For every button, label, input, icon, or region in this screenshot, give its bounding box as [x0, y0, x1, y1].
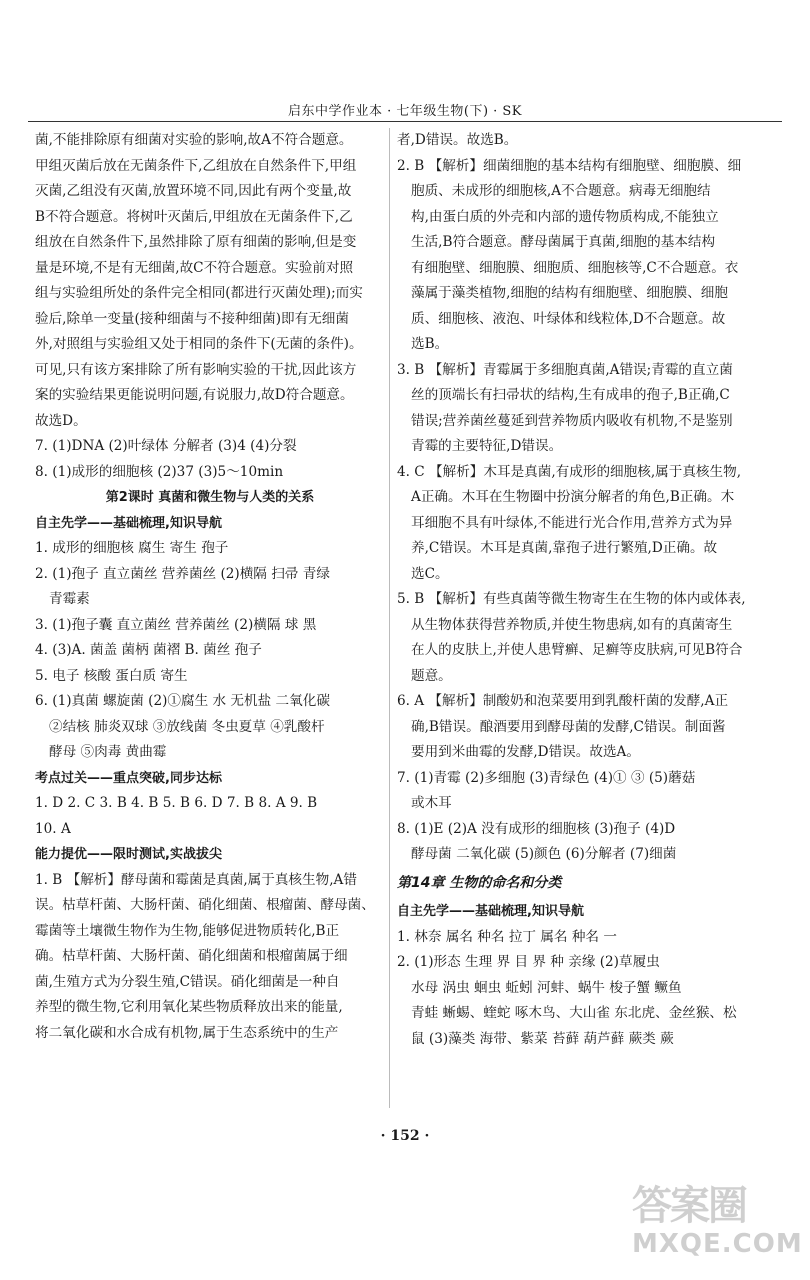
text-line: 6. (1)真菌 螺旋菌 (2)①腐生 水 无机盐 二氧化碳 [35, 693, 330, 709]
text-line: 4. (3)A. 菌盖 菌柄 菌褶 B. 菌丝 孢子 [35, 642, 262, 658]
text-line: 第2课时 真菌和微生物与人类的关系 [105, 490, 315, 505]
text-line: 青霉素 [49, 591, 90, 607]
text-line: 3. (1)孢子囊 直立菌丝 营养菌丝 (2)横隔 球 黑 [35, 616, 317, 633]
text-line: B不符合题意。将树叶灭菌后,甲组放在无菌条件下,乙 [35, 208, 353, 225]
text-line: 8. (1)E (2)A 没有成形的细胞核 (3)孢子 (4)D [397, 820, 676, 837]
text-line: 酵母菌 二氧化碳 (5)颜色 (6)分解者 (7)细菌 [411, 846, 677, 862]
header-rule [28, 121, 782, 122]
text-line: A正确。木耳在生物圈中扮演分解者的角色,B正确。木 [411, 489, 735, 505]
text-line: 2. (1)形态 生理 界 目 界 种 亲缘 (2)草履虫 [397, 954, 660, 970]
text-line: 外,对照组与实验组又处于相同的条件下(无菌的条件)。 [35, 336, 363, 352]
text-line: 确。枯草杆菌、大肠杆菌、硝化细菌和根瘤菌属于细 [35, 948, 348, 964]
text-line: 霉菌等土壤微生物作为生物,能够促进物质转化,B正 [35, 922, 340, 939]
text-line: 量是环境,不是有无细菌,故C不符合题意。实验前对照 [35, 259, 354, 276]
text-line: 确,B错误。酿酒要用到酵母菌的发酵,C错误。制面酱 [411, 718, 726, 735]
text-line: 养,C错误。木耳是真菌,靠孢子进行繁殖,D正确。故 [411, 540, 718, 556]
text-line: 要用到米曲霉的发酵,D错误。故选A。 [411, 744, 640, 760]
text-line: 8. (1)成形的细胞核 (2)37 (3)5～10min [35, 463, 284, 480]
text-line: 10. A [35, 820, 71, 837]
text-line: 错误;营养菌丝蔓延到营养物质内吸收有机物,不是鉴别 [411, 412, 733, 429]
text-line: 藻属于藻类植物,细胞的结构有细胞壁、细胞膜、细胞 [411, 285, 728, 301]
text-line: 4. C 【解析】木耳是真菌,有成形的细胞核,属于真核生物, [397, 463, 742, 480]
text-line: 5. B 【解析】有些真菌等微生物寄生在生物的体内或体表, [397, 591, 746, 607]
text-line: 考点过关——重点突破,同步达标 [35, 770, 222, 786]
text-line: 或木耳 [411, 795, 452, 811]
text-line: 自主先学——基础梳理,知识导航 [35, 515, 222, 531]
text-line: 菌,生殖方式为分裂生殖,C错误。硝化细菌是一种自 [35, 973, 340, 990]
text-line: 案的实验结果更能说明问题,有说服力,故D符合题意。 [35, 387, 354, 403]
text-line: 2. (1)孢子 直立菌丝 营养菌丝 (2)横隔 扫帚 青绿 [35, 565, 330, 582]
text-line: 质、细胞核、液泡、叶绿体和线粒体,D不合题意。故 [411, 310, 726, 327]
text-line: 7. (1)青霉 (2)多细胞 (3)青绿色 (4)① ③ (5)蘑菇 [397, 769, 696, 786]
text-line: 构,由蛋白质的外壳和内部的遗传物质构成,不能独立 [411, 208, 719, 225]
text-line: 自主先学——基础梳理,知识导航 [397, 904, 584, 919]
text-line: 第14章 生物的命名和分类 [397, 874, 562, 891]
left-column [35, 128, 385, 1046]
text-line: 水母 涡虫 蛔虫 蚯蚓 河蚌、蜗牛 梭子蟹 鳜鱼 [411, 979, 682, 996]
text-line: 故选D。 [35, 412, 87, 429]
text-line: 组放在自然条件下,虽然排除了原有细菌的影响,但是变 [35, 234, 357, 250]
text-line: 甲组灭菌后放在无菌条件下,乙组放在自然条件下,甲组 [35, 157, 357, 174]
watermark-logo [632, 1183, 803, 1273]
watermark-text: 答案圈 [632, 1183, 746, 1229]
text-line: 3. B 【解析】青霉属于多细胞真菌,A错误;青霉的直立菌 [397, 361, 733, 378]
text-line: 在人的皮肤上,并使人患臂癣、足癣等皮肤病,可见B符合 [411, 642, 743, 658]
text-line: 1. 林奈 属名 种名 拉丁 属名 种名 一 [397, 928, 617, 945]
text-line: 选C。 [411, 565, 449, 582]
text-line: 有细胞壁、细胞膜、细胞质、细胞核等,C不合题意。衣 [411, 259, 739, 276]
page-header: 启东中学作业本 · 七年级生物(下) · SK [287, 104, 523, 119]
right-column [397, 128, 775, 1052]
text-line: 题意。 [411, 667, 452, 684]
text-line: 青蛙 蜥蜴、蝰蛇 啄木鸟、大山雀 东北虎、金丝猴、松 [411, 1005, 737, 1021]
text-line: 胞质、未成形的细胞核,A不合题意。病毒无细胞结 [411, 183, 711, 199]
text-line: 7. (1)DNA (2)叶绿体 分解者 (3)4 (4)分裂 [35, 438, 297, 454]
text-line: 验后,除单一变量(接种细菌与不接种细菌)即有无细菌 [35, 310, 349, 327]
text-line: 青霉的主要特征,D错误。 [411, 438, 563, 454]
text-line: 酵母 ⑤肉毒 黄曲霉 [49, 744, 167, 760]
text-line: 误。枯草杆菌、大肠杆菌、硝化细菌、根瘤菌、酵母菌、 [35, 897, 375, 913]
text-line: 生活,B符合题意。酵母菌属于真菌,细胞的基本结构 [411, 234, 716, 250]
text-line: 耳细胞不具有叶绿体,不能进行光合作用,营养方式为异 [411, 514, 733, 531]
text-line: 者,D错误。故选B。 [397, 132, 518, 148]
text-line: 1. D 2. C 3. B 4. B 5. B 6. D 7. B 8. A 9. B [35, 795, 318, 811]
text-line: 养型的微生物,它利用氧化某些物质释放出来的能量, [35, 999, 343, 1015]
text-line: 6. A 【解析】制酸奶和泡菜要用到乳酸杆菌的发酵,A正 [397, 693, 729, 709]
text-line: 2. B 【解析】细菌细胞的基本结构有细胞壁、细胞膜、细 [397, 157, 742, 174]
text-line: 灭菌,乙组没有灭菌,放置环境不同,因此有两个变量,故 [35, 183, 352, 199]
text-line: 鼠 (3)藻类 海带、紫菜 苔藓 葫芦藓 蕨类 蕨 [411, 1030, 674, 1047]
text-line: 组与实验组所处的条件完全相同(都进行灭菌处理);而实 [35, 285, 363, 301]
text-line: 1. 成形的细胞核 腐生 寄生 孢子 [35, 540, 229, 556]
text-line: 能力提优——限时测试,实战拔尖 [35, 847, 222, 862]
text-line: 丝的顶端长有扫帚状的结构,生有成串的孢子,B正确,C [411, 387, 730, 403]
watermark-url: MXQE.COM [632, 1229, 803, 1259]
text-line: 从生物体获得营养物质,并使生物患病,如有的真菌寄生 [411, 616, 733, 633]
column-divider [389, 128, 390, 1108]
text-line: 将二氧化碳和水合成有机物,属于生态系统中的生产 [35, 1024, 339, 1041]
text-line: ②结核 肺炎双球 ③放线菌 冬虫夏草 ④乳酸杆 [49, 718, 325, 735]
text-line: 菌,不能排除原有细菌对实验的影响,故A不符合题意。 [35, 132, 353, 148]
text-line: 1. B 【解析】酵母菌和霉菌是真菌,属于真核生物,A错 [35, 871, 357, 888]
text-line: 可见,只有该方案排除了所有影响实验的干扰,因此该方 [35, 361, 357, 378]
page-number: · 152 · [380, 1128, 430, 1144]
text-line: 选B。 [411, 336, 449, 352]
text-line: 5. 电子 核酸 蛋白质 寄生 [35, 667, 188, 684]
